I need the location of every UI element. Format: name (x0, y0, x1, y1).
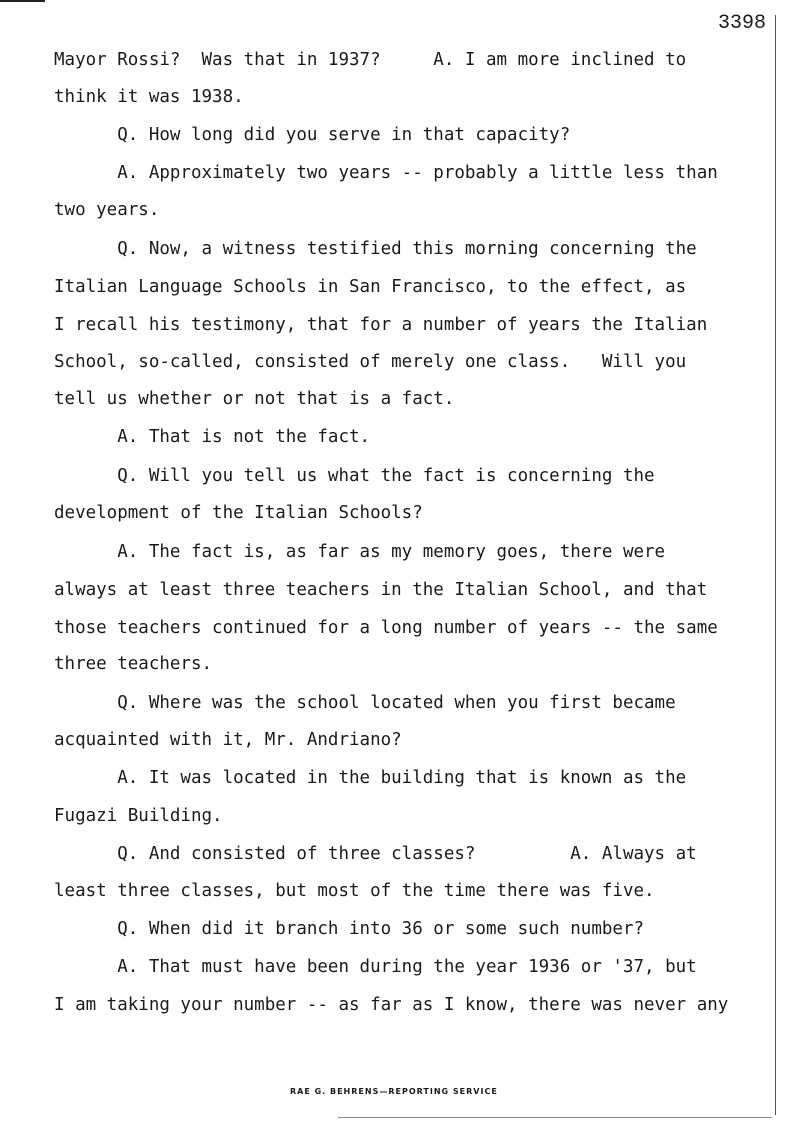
transcript-line: I recall his testimony, that for a number of years the Italian (54, 315, 708, 335)
transcript-line: Q. Where was the school located when you first became (54, 693, 676, 713)
transcript-line: Fugazi Building. (54, 806, 223, 826)
right-margin-rule (775, 15, 776, 1115)
transcript-line: three teachers. (54, 654, 213, 674)
transcript-line: two years. (54, 200, 160, 220)
corner-mark (0, 0, 45, 2)
transcript-line: always at least three teachers in the Italian School, and that (54, 580, 708, 600)
transcript-line: Q. How long did you serve in that capacity? (54, 125, 571, 145)
transcript-line: tell us whether or not that is a fact. (54, 389, 455, 409)
transcript-line: those teachers continued for a long number of years -- the same (54, 618, 718, 638)
footer-rule (338, 1117, 772, 1118)
transcript-line: A. Approximately two years -- probably a little less than (54, 163, 718, 183)
transcript-line: Q. Now, a witness testified this morning concerning the (54, 239, 697, 259)
transcript-line: A. The fact is, as far as my memory goes, there were (54, 542, 666, 562)
transcript-line: least three classes, but most of the time there was five. (54, 881, 655, 901)
transcript-line: Mayor Rossi? Was that in 1937? A. I am more inclined to (54, 50, 687, 70)
page-number: 3398 (718, 12, 767, 35)
transcript-line: Italian Language Schools in San Francisco, to the effect, as (54, 277, 687, 297)
transcript-line: acquainted with it, Mr. Andriano? (54, 730, 402, 750)
transcript-line: A. It was located in the building that is known as the (54, 768, 687, 788)
transcript-line: A. That is not the fact. (54, 427, 371, 447)
reporting-service-footer: RAE G. BEHRENS—REPORTING SERVICE (290, 1087, 498, 1096)
transcript-line: Q. Will you tell us what the fact is concerning the (54, 466, 655, 486)
transcript-line: think it was 1938. (54, 87, 244, 107)
transcript-line: A. That must have been during the year 1936 or '37, but (54, 957, 697, 977)
transcript-line: development of the Italian Schools? (54, 503, 423, 523)
transcript-line: Q. When did it branch into 36 or some such number? (54, 919, 645, 939)
transcript-line: I am taking your number -- as far as I know, there was never any (54, 995, 729, 1015)
transcript-line: School, so-called, consisted of merely one class. Will you (54, 352, 687, 372)
transcript-line: Q. And consisted of three classes? A. Always at (54, 844, 697, 864)
